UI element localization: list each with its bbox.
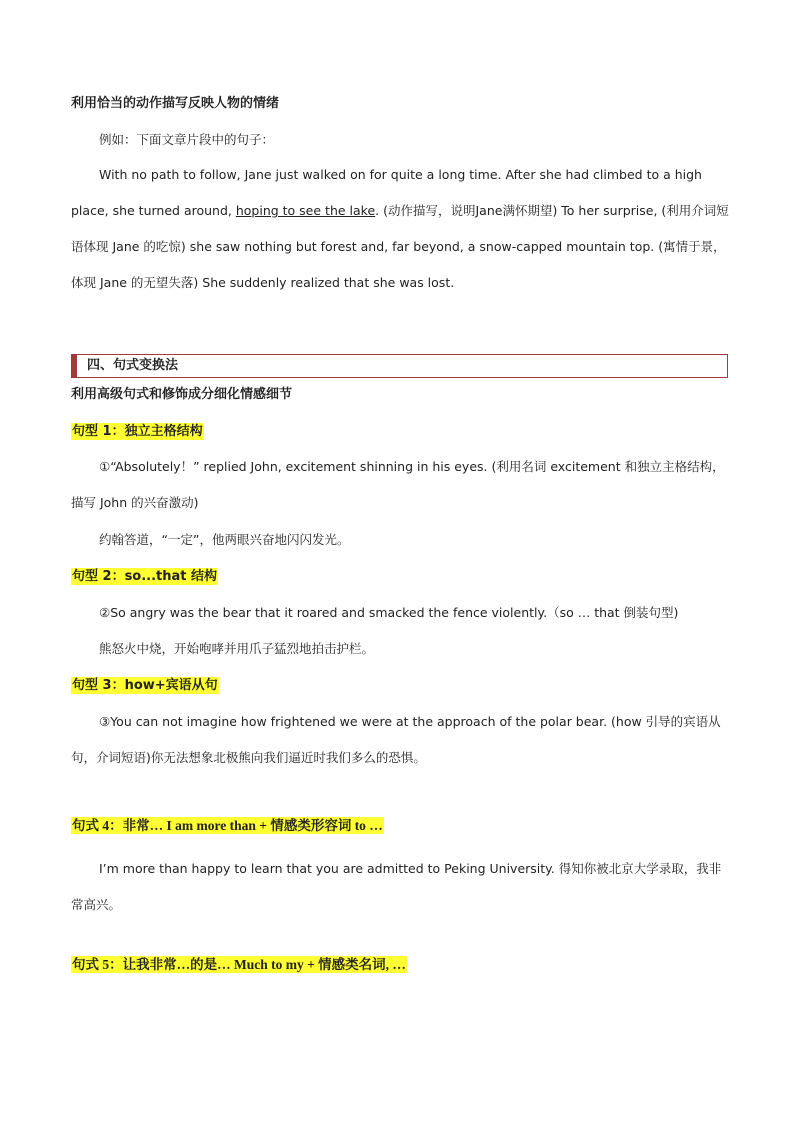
pattern-3-label: 句型 3：how+宾语从句 [72,678,218,693]
section-four-title: 四、句式变换法 [87,358,179,373]
pattern-2-translation: 熊怒火中烧，开始咆哮并用爪子猛烈地拍击护栏。 [99,641,375,656]
pattern-2-label: 句型 2：so...that 结构 [72,569,218,584]
section-heading-action: 利用恰当的动作描写反映人物的情绪 [71,96,280,111]
pattern-1-label: 句型 1：独立主格结构 [72,424,203,439]
pattern-4-label: 句式 4：非常… I am more than + 情感类形容词 to … [72,818,383,833]
example-intro: 例如：下面文章片段中的句子： [99,132,275,147]
example-paragraph-part-b: . (动作描写，说明Jane满怀期望) To her surprise, (利用介词短语体现 Jane 的吃惊) she saw nothing but forest and, far beyond, a snow-capped mountain top. (寓情于景，体现 Jane 的无望失落) She suddenly realized that she was lost. [71,203,729,290]
pattern-2-label-row [71,558,731,595]
section-four-header [71,354,728,378]
pattern-3-label-row [71,667,731,704]
example-paragraph-part-a: With no path to follow, Jane just walked on for quite a long time. After she had climbed to a high place, she turned around, [71,167,702,218]
pattern-4-label-row [71,808,731,844]
underlined-phrase: hoping to see the lake [235,203,376,218]
pattern-2-example: ②So angry was the bear that it roared and smacked the fence violently.（so … that 倒装句型) [99,605,679,620]
pattern-4-example: I’m more than happy to learn that you are admitted to Peking University. 得知你被北京大学录取，我非常高兴。 [71,861,722,912]
pattern-1-translation: 约翰答道，“一定”，他两眼兴奋地闪闪发光。 [99,532,350,547]
pattern-3-example: ③You can not imagine how frightened we were at the approach of the polar bear. (how 引导的宾语从句，介词短语)你无法想象北极熊向我们逼近时我们多么的恐惧。 [71,714,721,765]
section-four-subheading: 利用高级句式和修饰成分细化情感细节 [71,387,293,402]
pattern-1-label-row [71,413,731,450]
pattern-1-example: ①“Absolutely！” replied John, excitement shinning in his eyes. (利用名词 excitement 和独立主格结构，描写 John 的兴奋激动) [71,459,725,510]
example-paragraph [71,157,731,301]
pattern-5-label-row [71,947,731,983]
pattern-5-label: 句式 5：让我非常…的是… Much to my + 情感类名词, … [72,957,406,972]
